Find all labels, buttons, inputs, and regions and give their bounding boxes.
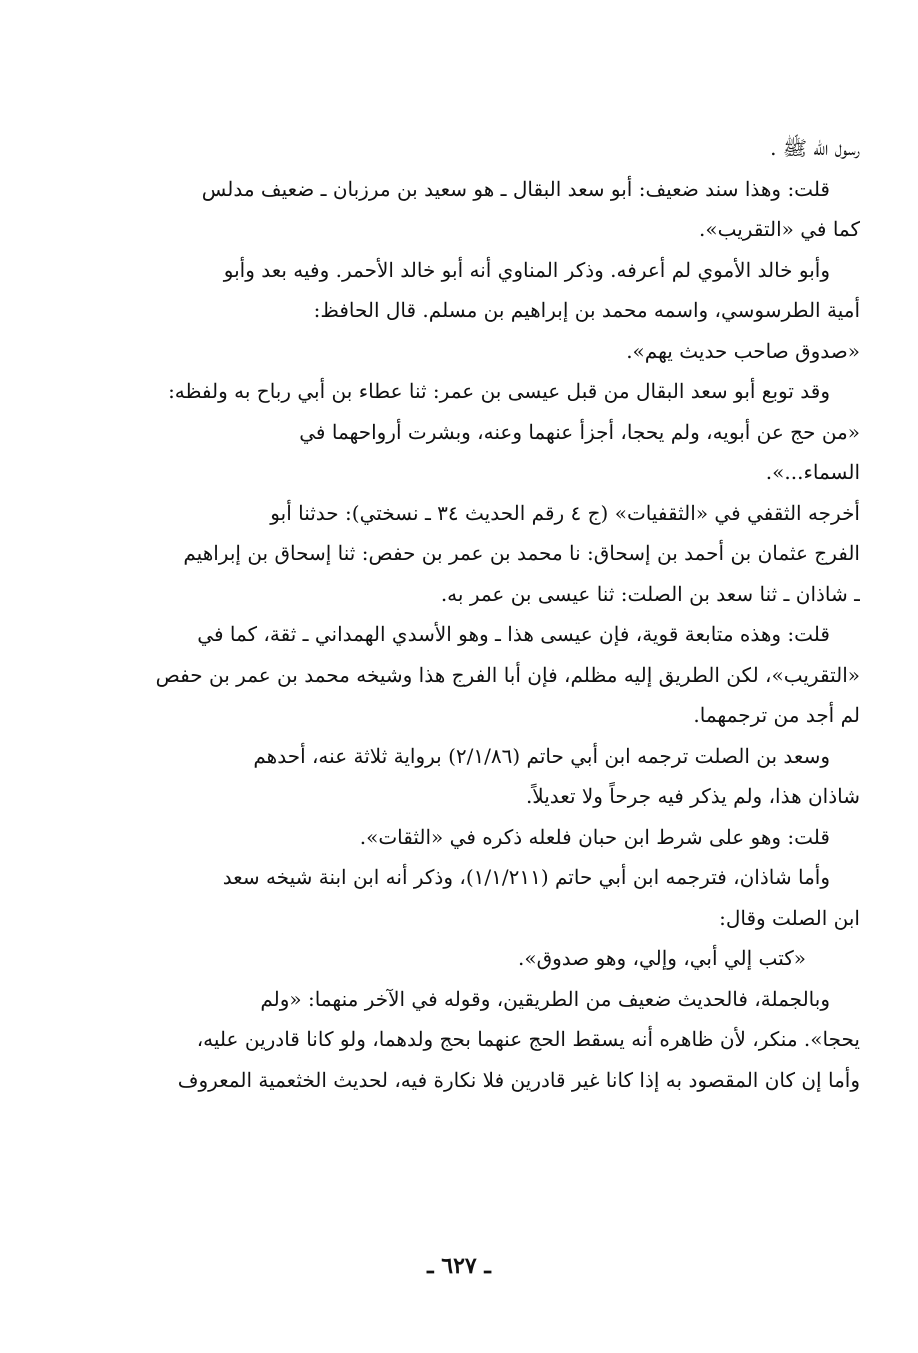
text-line: الفرج عثمان بن أحمد بن إسحاق: نا محمد بن عمر بن حفص: ثنا إسحاق بن إبراهيم bbox=[183, 541, 860, 565]
paragraph-3 bbox=[103, 250, 860, 331]
paragraph-4 bbox=[103, 371, 860, 412]
text-line: وأما شاذان، فترجمه ابن أبي حاتم (١/١/٢١١)، وذكر أنه ابن ابنة شيخه سعد bbox=[222, 865, 830, 889]
paragraph-9 bbox=[103, 857, 860, 938]
text-line: وقد توبع أبو سعد البقال من قبل عيسى بن عمر: ثنا عطاء بن أبي رباح به ولفظه: bbox=[168, 379, 830, 403]
text-line: يحجا». منكر، لأن ظاهره أنه يسقط الحج عنهما بحج ولدهما، ولو كانا قادرين عليه، bbox=[196, 1027, 860, 1051]
text-line: كما في «التقريب». bbox=[699, 217, 860, 241]
text-line: وسعد بن الصلت ترجمه ابن أبي حاتم (٢/١/٨٦) برواية ثلاثة عنه، أحدهم bbox=[253, 743, 830, 768]
text-line: قلت: وهذه متابعة قوية، فإن عيسى هذا ـ وهو الأسدي الهمداني ـ ثقة، كما في bbox=[197, 622, 830, 646]
text-line: «كتب إلي أبي، وإلي، وهو صدوق». bbox=[517, 946, 806, 970]
page-body bbox=[103, 128, 860, 1100]
text-line: «التقريب»، لكن الطريق إليه مظلم، فإن أبا الفرج هذا وشيخه محمد بن عمر بن حفص bbox=[155, 662, 860, 687]
paragraph-5 bbox=[103, 493, 860, 615]
text-line: أمية الطرسوسي، واسمه محمد بن إبراهيم بن مسلم. قال الحافظ: bbox=[313, 298, 860, 322]
text-line: قلت: وهذا سند ضعيف: أبو سعد البقال ـ هو سعيد بن مرزبان ـ ضعيف مدلس bbox=[201, 176, 830, 201]
text-line: لم أجد من ترجمهما. bbox=[693, 703, 860, 727]
paragraph-6 bbox=[103, 614, 860, 736]
quote-3 bbox=[103, 938, 860, 979]
paragraph-10 bbox=[103, 979, 860, 1101]
text-line: «من حج عن أبويه، ولم يحجا، أجزأ عنهما وعنه، وبشرت أرواحهما في bbox=[299, 419, 860, 444]
text-line: السماء...». bbox=[765, 460, 860, 484]
quote-2 bbox=[103, 412, 860, 493]
paragraph-1 bbox=[103, 128, 860, 169]
text-line: أخرجه الثقفي في «الثقفيات» (ج ٤ رقم الحديث ٣٤ ـ نسختي): حدثنا أبو bbox=[270, 500, 860, 525]
text-line: «صدوق صاحب حديث يهم». bbox=[626, 338, 860, 363]
paragraph-7 bbox=[103, 736, 860, 817]
text-line: شاذان هذا، ولم يذكر فيه جرحاً ولا تعديلاً. bbox=[525, 784, 860, 808]
text-line: قلت: وهو على شرط ابن حبان فلعله ذكره في «الثقات». bbox=[359, 824, 830, 849]
text-line: وبالجملة، فالحديث ضعيف من الطريقين، وقوله في الآخر منهما: «ولم bbox=[260, 986, 830, 1011]
paragraph-8 bbox=[103, 817, 860, 858]
text-line: وأما إن كان المقصود به إذا كانا غير قادرين فلا نكارة فيه، لحديث الخثعمية المعروف bbox=[177, 1067, 860, 1092]
text-line: ـ شاذان ـ ثنا سعد بن الصلت: ثنا عيسى بن عمر به. bbox=[440, 581, 860, 606]
text-line: رسول الله ﷺ . bbox=[770, 136, 860, 160]
text-line: وأبو خالد الأموي لم أعرفه. وذكر المناوي أنه أبو خالد الأحمر. وفيه بعد وأبو bbox=[223, 257, 830, 282]
paragraph-2 bbox=[103, 169, 860, 250]
quote-1 bbox=[103, 331, 860, 372]
text-line: ابن الصلت وقال: bbox=[719, 905, 860, 930]
page-number: ـ ٦٢٧ ـ bbox=[427, 1253, 491, 1279]
